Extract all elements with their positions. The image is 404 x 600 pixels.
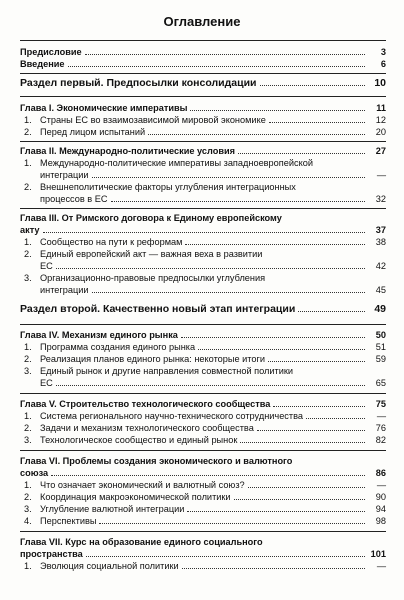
item-page: 20 <box>375 127 386 137</box>
entry-label: Введение <box>20 59 65 69</box>
item-label: Единый рынок и другие направления совместной политики <box>40 366 294 376</box>
toc-item-line1[interactable] <box>24 366 386 377</box>
toc-item[interactable] <box>24 504 386 515</box>
item-label: Сообщество на пути к реформам <box>40 237 183 247</box>
item-label: Единый европейский акт — важная веха в развитии <box>40 249 263 259</box>
item-label: Внешнеполитические факторы углубления интеграционных <box>40 182 296 192</box>
toc-item-line2[interactable] <box>40 261 386 272</box>
item-number: 1. <box>24 115 32 125</box>
chapter-label-cont: акту <box>20 225 40 235</box>
item-label: Международно-политические императивы западноевропейской <box>40 158 313 168</box>
divider <box>20 393 386 394</box>
toc-item[interactable] <box>24 423 386 434</box>
item-label: Страны ЕС во взаимозависимой мировой экономике <box>40 115 266 125</box>
item-label-cont: интеграции <box>40 170 89 180</box>
item-label-cont: интеграции <box>40 285 89 295</box>
item-label: Реализация планов единого рынка: некоторые итоги <box>40 354 265 364</box>
toc-chapter-1[interactable] <box>20 103 386 114</box>
toc-item[interactable] <box>24 435 386 446</box>
item-page: 65 <box>375 378 386 388</box>
toc-chapter-2[interactable] <box>20 146 386 157</box>
toc-chapter-4[interactable] <box>20 330 386 341</box>
item-number: 1. <box>24 158 32 168</box>
toc-chapter-5[interactable] <box>20 399 386 410</box>
toc-chapter-3-line1[interactable] <box>20 213 386 224</box>
chapter-label: Глава I. Экономические императивы <box>20 103 188 113</box>
chapter-page: 37 <box>375 225 386 235</box>
toc-item[interactable] <box>24 492 386 503</box>
item-page: 76 <box>375 423 386 433</box>
item-label-cont: процессов в ЕС <box>40 194 108 204</box>
entry-page: 6 <box>380 59 386 69</box>
item-label: Перед лицом испытаний <box>40 127 146 137</box>
chapter-label-cont: союза <box>20 468 49 478</box>
divider <box>20 324 386 325</box>
toc-item-line2[interactable] <box>40 194 386 205</box>
divider <box>20 450 386 451</box>
item-page: 59 <box>375 354 386 364</box>
item-label: Эволюция социальной политики <box>40 561 179 571</box>
item-label: Система регионального научно-технического сотрудничества <box>40 411 303 421</box>
item-number: 2. <box>24 249 32 259</box>
toc-chapter-7-line2[interactable] <box>20 549 386 560</box>
item-page: — <box>376 561 386 571</box>
toc-section-2[interactable] <box>20 304 386 315</box>
toc-item[interactable] <box>24 480 386 491</box>
item-number: 1. <box>24 561 32 571</box>
chapter-page: 86 <box>375 468 386 478</box>
item-label: Углубление валютной интеграции <box>40 504 185 514</box>
toc-chapter-3-line2[interactable] <box>20 225 386 236</box>
toc-chapter-6-line1[interactable] <box>20 456 386 467</box>
item-page: 82 <box>375 435 386 445</box>
toc-section-1[interactable] <box>20 78 386 89</box>
entry-page: 3 <box>380 47 386 57</box>
toc-item[interactable] <box>24 354 386 365</box>
toc-item-line1[interactable] <box>24 182 386 193</box>
toc-chapter-7-line1[interactable] <box>20 537 386 548</box>
item-page: 45 <box>375 285 386 295</box>
item-label: Координация макроэкономической политики <box>40 492 231 502</box>
item-page: 38 <box>375 237 386 247</box>
section-page: 10 <box>374 77 386 89</box>
item-number: 3. <box>24 366 32 376</box>
item-number: 1. <box>24 411 32 421</box>
section-page: 49 <box>374 303 386 315</box>
item-number: 3. <box>24 273 32 283</box>
toc-item-line2[interactable] <box>40 378 386 389</box>
item-number: 2. <box>24 492 32 502</box>
toc-item-line2[interactable] <box>40 285 386 296</box>
toc-item-line1[interactable] <box>24 273 386 284</box>
chapter-label-cont: пространства <box>20 549 83 559</box>
section-label: Раздел второй. Качественно новый этап интеграции <box>20 303 296 315</box>
item-page: 90 <box>375 492 386 502</box>
item-label-cont: ЕС <box>40 378 53 388</box>
chapter-page: 75 <box>375 399 386 409</box>
chapter-label: Глава IV. Механизм единого рынка <box>20 330 178 340</box>
toc-item[interactable] <box>24 237 386 248</box>
divider <box>20 531 386 532</box>
item-label-cont: ЕС <box>40 261 53 271</box>
item-page: — <box>376 170 386 180</box>
item-number: 2. <box>24 354 32 364</box>
item-label: Организационно-правовые предпосылки углубления <box>40 273 266 283</box>
chapter-label: Глава III. От Римского договора к Единому европейскому <box>20 213 282 223</box>
item-number: 3. <box>24 504 32 514</box>
divider <box>20 96 386 97</box>
item-page: 94 <box>375 504 386 514</box>
entry-label: Предисловие <box>20 47 82 57</box>
item-label: Что означает экономический и валютный союз? <box>40 480 245 490</box>
toc-item[interactable] <box>24 516 386 527</box>
toc-item[interactable] <box>24 342 386 353</box>
item-page: — <box>376 411 386 421</box>
toc-entry-introduction[interactable] <box>20 59 386 70</box>
item-number: 2. <box>24 423 32 433</box>
chapter-label: Глава V. Строительство технологического сообщества <box>20 399 271 409</box>
chapter-page: 50 <box>375 330 386 340</box>
item-number: 4. <box>24 516 32 526</box>
item-number: 1. <box>24 237 32 247</box>
chapter-label: Глава II. Международно-политические условия <box>20 146 235 156</box>
toc-chapter-6-line2[interactable] <box>20 468 386 479</box>
item-page: 32 <box>375 194 386 204</box>
item-number: 1. <box>24 480 32 490</box>
chapter-page: 11 <box>376 103 386 113</box>
item-number: 1. <box>24 342 32 352</box>
chapter-label: Глава VII. Курс на образование единого социального <box>20 537 263 547</box>
item-label: Программа создания единого рынка <box>40 342 196 352</box>
toc-item-line1[interactable] <box>24 158 386 169</box>
item-page: 51 <box>375 342 386 352</box>
item-number: 2. <box>24 127 32 137</box>
chapter-label: Глава VI. Проблемы создания экономического и валютного <box>20 456 293 466</box>
page-title: Оглавление <box>163 14 241 29</box>
toc-item-line1[interactable] <box>24 249 386 260</box>
item-page: 98 <box>375 516 386 526</box>
item-label: Задачи и механизм технологического сообщества <box>40 423 254 433</box>
chapter-page: 27 <box>375 146 386 156</box>
divider <box>20 141 386 142</box>
item-number: 2. <box>24 182 32 192</box>
item-label: Перспективы <box>40 516 97 526</box>
divider <box>20 73 386 74</box>
section-label: Раздел первый. Предпосылки консолидации <box>20 77 257 89</box>
divider <box>20 40 386 41</box>
item-number: 3. <box>24 435 32 445</box>
toc-item[interactable] <box>24 115 386 126</box>
item-page: 42 <box>375 261 386 271</box>
toc-item[interactable] <box>24 411 386 422</box>
item-label: Технологическое сообщество и единый рынок <box>40 435 238 445</box>
divider <box>20 208 386 209</box>
toc-item-line2[interactable] <box>40 170 386 181</box>
item-page: — <box>376 480 386 490</box>
toc-entry-preface[interactable] <box>20 47 386 58</box>
chapter-page: 101 <box>370 549 386 559</box>
item-page: 12 <box>375 115 386 125</box>
toc-item[interactable] <box>24 127 386 138</box>
toc-item[interactable] <box>24 561 386 572</box>
